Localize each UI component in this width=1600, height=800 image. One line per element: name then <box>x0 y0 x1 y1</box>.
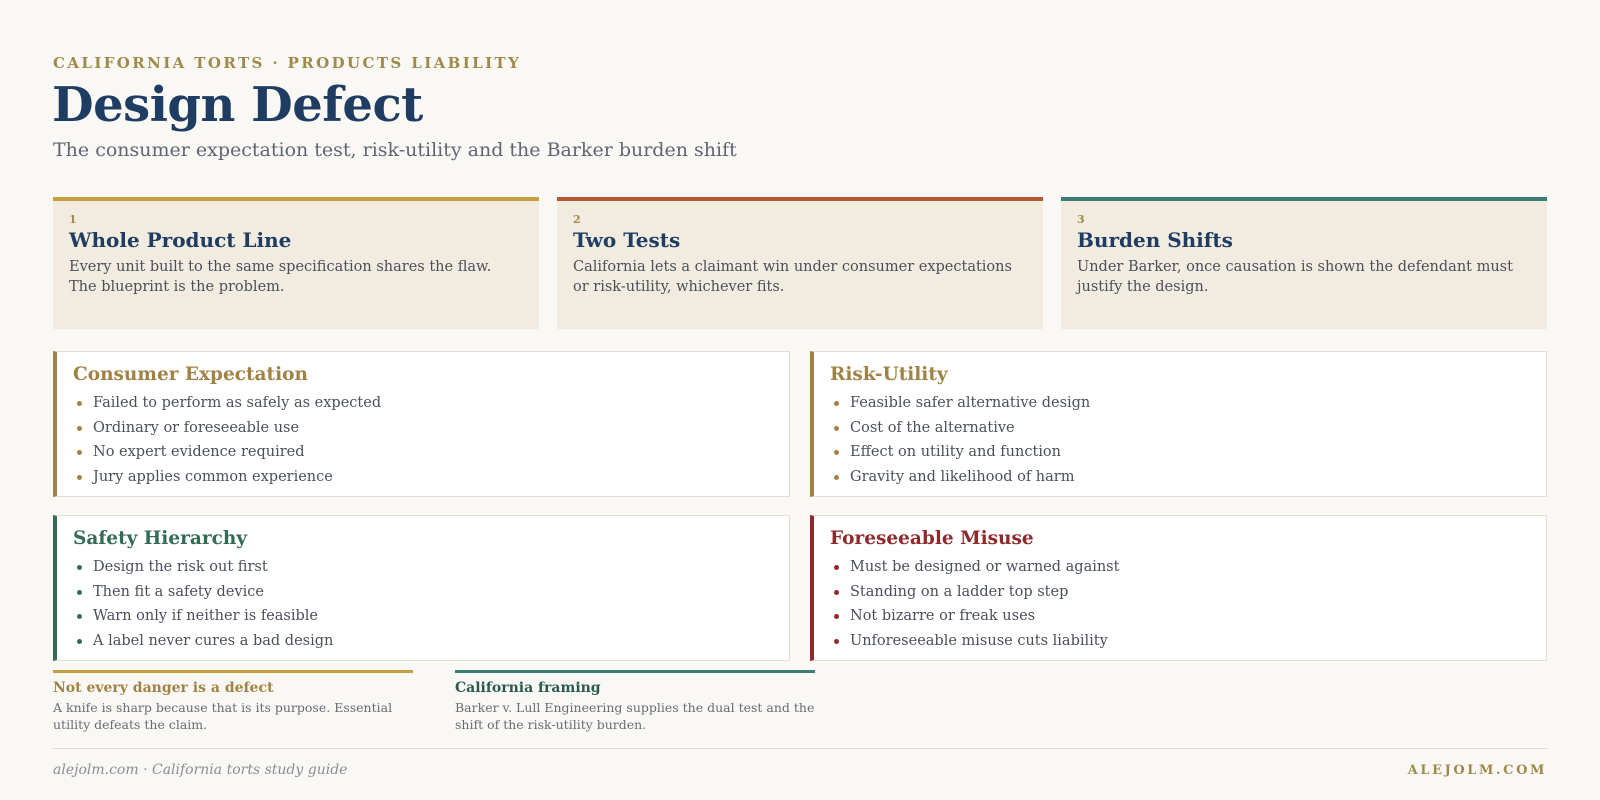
step-card-3 <box>1061 197 1547 329</box>
card-safety-hierarchy <box>53 515 790 661</box>
bullet-icon <box>77 565 82 570</box>
bullet-icon <box>77 475 82 480</box>
list-item <box>73 604 773 629</box>
list-item <box>830 604 1530 629</box>
bullet-icon <box>834 401 839 406</box>
footer-divider <box>53 748 1547 749</box>
card-title: Safety Hierarchy <box>73 528 248 549</box>
card-title: Foreseeable Misuse <box>830 528 1034 549</box>
card-risk-utility <box>810 351 1547 497</box>
page-title: Design Defect <box>52 77 423 133</box>
card-title: Consumer Expectation <box>73 364 308 385</box>
card-list <box>830 555 1530 653</box>
step-title: Whole Product Line <box>69 228 292 252</box>
footer-brand: ALEJOLM.COM <box>1407 763 1547 778</box>
list-item <box>73 465 773 490</box>
page-eyebrow: CALIFORNIA TORTS · PRODUCTS LIABILITY <box>53 54 522 72</box>
bullet-icon <box>77 614 82 619</box>
list-item-text: Unforeseeable misuse cuts liability <box>850 632 1108 649</box>
card-consumer-expectation <box>53 351 790 497</box>
bullet-icon <box>834 614 839 619</box>
note-title: Not every danger is a defect <box>53 680 274 696</box>
step-number: 3 <box>1077 213 1085 226</box>
list-item-text: Warn only if neither is feasible <box>93 608 318 624</box>
list-item-text: Gravity and likelihood of harm <box>850 468 1075 485</box>
bullet-icon <box>77 639 82 644</box>
list-item-text: Jury applies common experience <box>93 468 333 485</box>
list-item <box>830 440 1530 465</box>
card-list <box>73 555 773 653</box>
step-cards <box>53 197 1547 329</box>
note-title: California framing <box>455 680 601 696</box>
list-item <box>830 580 1530 605</box>
bullet-icon <box>834 590 839 595</box>
step-number: 1 <box>69 213 77 226</box>
bullet-icon <box>77 426 82 431</box>
bullet-icon <box>834 475 839 480</box>
list-item-text: Not bizarre or freak uses <box>850 608 1036 624</box>
step-title: Two Tests <box>573 228 681 252</box>
bullet-icon <box>77 401 82 406</box>
list-item <box>73 580 773 605</box>
note-danger-defect <box>53 670 413 733</box>
note-california-framing <box>455 670 815 733</box>
step-card-2 <box>557 197 1043 329</box>
step-text: Every unit built to the same specification shares the flaw. The blueprint is the problem. <box>69 259 492 295</box>
step-text: Under Barker, once causation is shown the defendant must justify the design. <box>1077 259 1513 295</box>
list-item <box>73 440 773 465</box>
card-list <box>830 391 1530 489</box>
bullet-icon <box>77 590 82 595</box>
list-item <box>830 391 1530 416</box>
list-item-text: Feasible safer alternative design <box>850 395 1091 411</box>
note-text: A knife is sharp because that is its purpose. Essential utility defeats the claim. <box>53 700 393 732</box>
list-item <box>830 416 1530 441</box>
footer-credit: alejolm.com · California torts study guide <box>53 762 348 778</box>
bullet-icon <box>834 639 839 644</box>
list-item <box>830 465 1530 490</box>
card-list <box>73 391 773 489</box>
bullet-icon <box>834 426 839 431</box>
list-item-text: Effect on utility and function <box>850 444 1061 460</box>
bullet-icon <box>77 450 82 455</box>
step-number: 2 <box>573 213 581 226</box>
note-text: Barker v. Lull Engineering supplies the dual test and the shift of the risk-utility burden. <box>455 700 815 732</box>
list-item-text: Failed to perform as safely as expected <box>93 395 382 411</box>
card-title: Risk-Utility <box>830 364 948 385</box>
list-item-text: No expert evidence required <box>93 444 305 460</box>
list-item <box>73 416 773 441</box>
step-text: California lets a claimant win under consumer expectations or risk-utility, whichever fits. <box>573 259 1012 295</box>
card-foreseeable-misuse <box>810 515 1547 661</box>
list-item-text: Must be designed or warned against <box>850 559 1120 575</box>
step-title: Burden Shifts <box>1077 228 1233 252</box>
list-item-text: Ordinary or foreseeable use <box>93 419 300 436</box>
bullet-icon <box>834 565 839 570</box>
list-item <box>830 555 1530 580</box>
page-subtitle: The consumer expectation test, risk-utility and the Barker burden shift <box>53 139 737 161</box>
list-item <box>73 555 773 580</box>
list-item <box>73 629 773 654</box>
list-item <box>73 391 773 416</box>
list-item-text: Cost of the alternative <box>850 419 1015 436</box>
list-item-text: Then fit a safety device <box>93 583 264 600</box>
list-item-text: A label never cures a bad design <box>93 632 334 649</box>
bullet-icon <box>834 450 839 455</box>
step-card-1 <box>53 197 539 329</box>
list-item-text: Standing on a ladder top step <box>850 583 1069 600</box>
list-item <box>830 629 1530 654</box>
list-item-text: Design the risk out first <box>93 559 268 575</box>
